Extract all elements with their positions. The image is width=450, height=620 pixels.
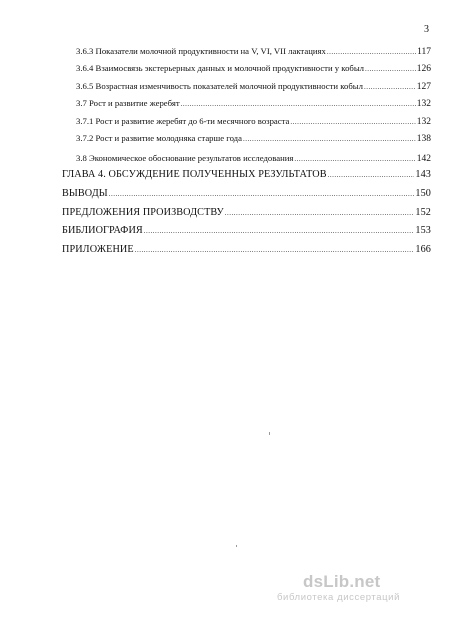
toc-dot-leader: [181, 98, 416, 110]
toc-entry-3-7-2: [76, 132, 431, 145]
toc-entry-page: 150: [415, 188, 431, 199]
toc-dot-leader: [290, 116, 415, 128]
toc-entry-title: 3.6.5 Возрастная изменчивость показателей молочной продуктивности кобыл: [76, 81, 363, 91]
toc-entry-proposals: [62, 207, 431, 219]
toc-entry-page: 152: [415, 207, 431, 218]
toc-dot-leader: [225, 207, 415, 219]
toc-entry-title: 3.8 Экономическое обоснование результатов исследования: [76, 153, 294, 163]
toc-entry-3-7-1: [76, 115, 431, 128]
toc-entry-appendix: [62, 244, 431, 256]
toc-entry-title: 3.6.4 Взаимосвязь экстерьерных данных и молочной продуктивности у кобыл: [76, 63, 365, 73]
toc-entry-page: 138: [416, 134, 431, 144]
toc-entry-title: 3.6.3 Показатели молочной продуктивности на V, VI, VII лактациях: [76, 46, 326, 56]
watermark: [277, 572, 400, 603]
toc-entry-title: ПРЕДЛОЖЕНИЯ ПРОИЗВОДСТВУ: [62, 207, 224, 218]
toc-entry-3-7: [76, 97, 431, 110]
toc-entry-chapter-4: [62, 169, 431, 181]
watermark-logo: dsLib.net: [303, 572, 381, 591]
scan-speck: [269, 432, 270, 435]
page-number: 3: [424, 24, 429, 35]
toc-dot-leader: [327, 46, 416, 58]
toc-entry-page: 143: [415, 169, 431, 180]
toc-entry-page: 142: [416, 154, 431, 164]
toc-entry-page: 132: [416, 117, 431, 127]
toc-dot-leader: [135, 244, 415, 256]
toc-dot-leader: [364, 81, 416, 93]
toc-dot-leader: [294, 153, 415, 165]
toc-entry-3-8: [76, 152, 431, 165]
toc-dot-leader: [144, 225, 415, 237]
toc-entry-page: 132: [416, 99, 431, 109]
toc-entry-page: 127: [416, 82, 431, 92]
toc-entry-3-6-5: [76, 80, 431, 93]
toc-entry-title: ГЛАВА 4. ОБСУЖДЕНИЕ ПОЛУЧЕННЫХ РЕЗУЛЬТАТОВ: [62, 169, 327, 180]
toc-dot-leader: [365, 63, 416, 75]
toc-entry-page: 166: [415, 244, 431, 255]
toc-entry-conclusions: [62, 188, 431, 200]
toc-entry-title: 3.7 Рост и развитие жеребят: [76, 98, 180, 108]
scan-speck: [236, 545, 237, 547]
toc-dot-leader: [243, 133, 416, 145]
toc-entry-3-6-4: [76, 62, 431, 75]
toc-entry-3-6-3: [76, 45, 431, 58]
toc-entry-page: 126: [416, 64, 431, 74]
toc-entry-bibliography: [62, 225, 431, 237]
watermark-caption: библиотека диссертаций: [277, 592, 400, 603]
toc-entry-title: 3.7.1 Рост и развитие жеребят до 6-ти месячного возраста: [76, 116, 290, 126]
toc-entry-title: 3.7.2 Рост и развитие молодняка старше года: [76, 133, 242, 143]
toc-entry-title: БИБЛИОГРАФИЯ: [62, 225, 143, 236]
toc-entry-page: 153: [415, 225, 431, 236]
toc-entry-page: 117: [417, 47, 431, 57]
toc-entry-title: ВЫВОДЫ: [62, 188, 108, 199]
toc-dot-leader: [109, 188, 415, 200]
toc-dot-leader: [328, 169, 415, 181]
toc-entry-title: ПРИЛОЖЕНИЕ: [62, 244, 134, 255]
